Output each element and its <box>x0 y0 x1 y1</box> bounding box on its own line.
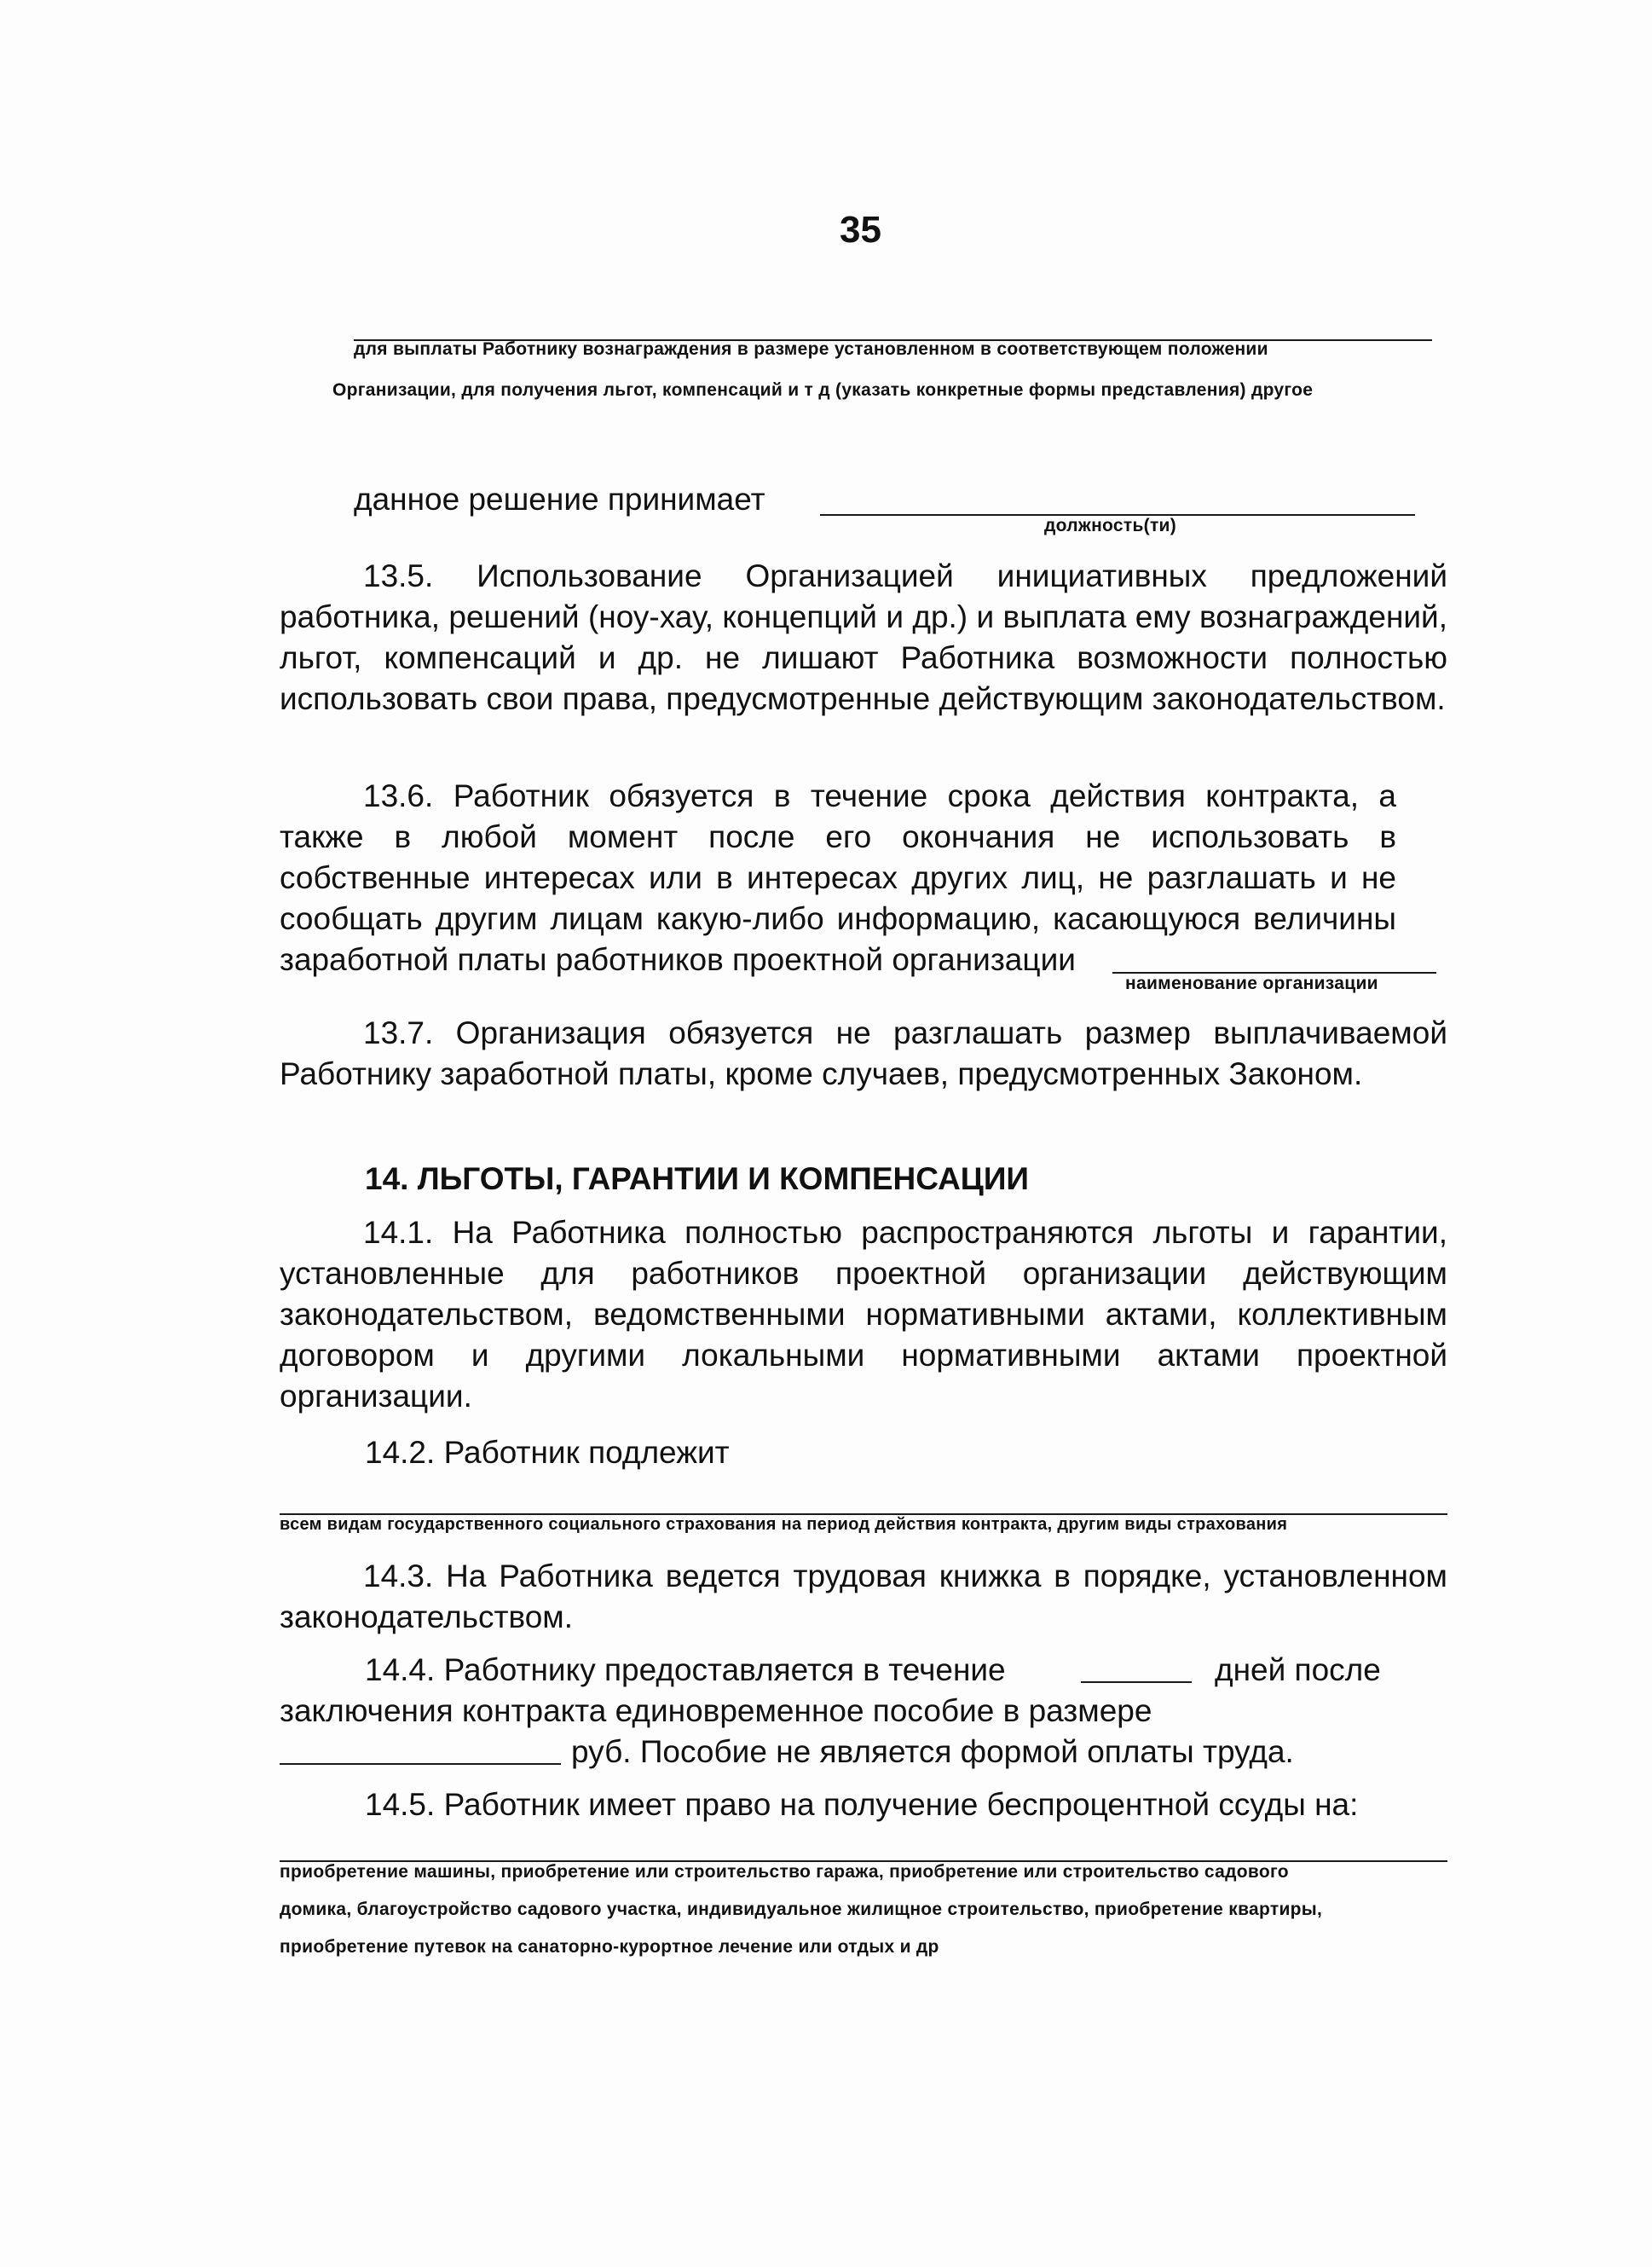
note-caption-2: Организации, для получения льгот, компенсаций и т д (указать конкретные формы представления) другое <box>332 380 1314 400</box>
decision-caption: должность(ти) <box>1044 516 1177 535</box>
loan-caption-3: приобретение путевок на санаторно-курортное лечение или отдых и др <box>280 1937 939 1957</box>
paragraph-14-1: 14.1. На Работника полностью распространяются льготы и гарантии, установленные для работников проектной организации действующим законодательством, ведомственными нормативными актами, коллективным договором и другими локальными нормативными актами проектной организации. <box>280 1215 1447 1414</box>
loan-caption-1: приобретение машины, приобретение или строительство гаража, приобретение или строительство садового <box>280 1862 1289 1882</box>
paragraph-14-4-line-3: руб. Пособие не является формой оплаты труда. <box>571 1734 1294 1769</box>
fill-line <box>1081 1681 1192 1683</box>
paragraph-14-4-line-2: заключения контракта единовременное пособие в размере <box>280 1693 1152 1728</box>
decision-text: данное решение принимает <box>354 482 765 517</box>
note-caption-1: для выплаты Работнику вознаграждения в размере установленном в соответствующем положении <box>354 339 1268 359</box>
paragraph-14-2: 14.2. Работник подлежит <box>365 1435 730 1470</box>
paragraph-14-5: 14.5. Работник имеет право на получение беспроцентной ссуды на: <box>365 1787 1359 1822</box>
fill-line <box>280 1763 561 1765</box>
paragraph-14-3: 14.3. На Работника ведется трудовая книжка в порядке, установленном законодательством. <box>280 1559 1447 1634</box>
paragraph-13-6: 13.6. Работник обязуется в течение срока действия контракта, а также в любой момент после его окончания не использовать в собственные интересах или в интересах других лиц, не разглашать и не сообщать другим лицам какую-либо информацию, касающуюся величины заработной платы работников проектной организации <box>280 778 1396 977</box>
paragraph-14-4-part-1: 14.4. Работнику предоставляется в течение <box>365 1652 1006 1687</box>
section-heading: 14. ЛЬГОТЫ, ГАРАНТИИ И КОМПЕНСАЦИИ <box>365 1161 1030 1196</box>
insurance-caption: всем видам государственного социального страхования на период действия контракта, другим виды страхования <box>280 1515 1288 1534</box>
organization-caption: наименование организации <box>1125 974 1378 993</box>
paragraph-14-4-part-2: дней после <box>1215 1652 1381 1687</box>
page-number: 35 <box>840 209 881 251</box>
paragraph-13-5: 13.5. Использование Организацией инициативных предложений работника, решений (ноу-хау, концепций и др.) и выплата ему вознаграждений, льгот, компенсаций и др. не лишают Работника возможности полностью использовать свои права, предусмотренные действующим законодательством. <box>280 558 1447 716</box>
paragraph-13-7: 13.7. Организация обязуется не разглашать размер выплачиваемой Работнику заработной платы, кроме случаев, предусмотренных Законом. <box>280 1015 1447 1091</box>
loan-caption-2: домика, благоустройство садового участка, индивидуальное жилищное строительство, приобретение квартиры, <box>280 1900 1323 1919</box>
